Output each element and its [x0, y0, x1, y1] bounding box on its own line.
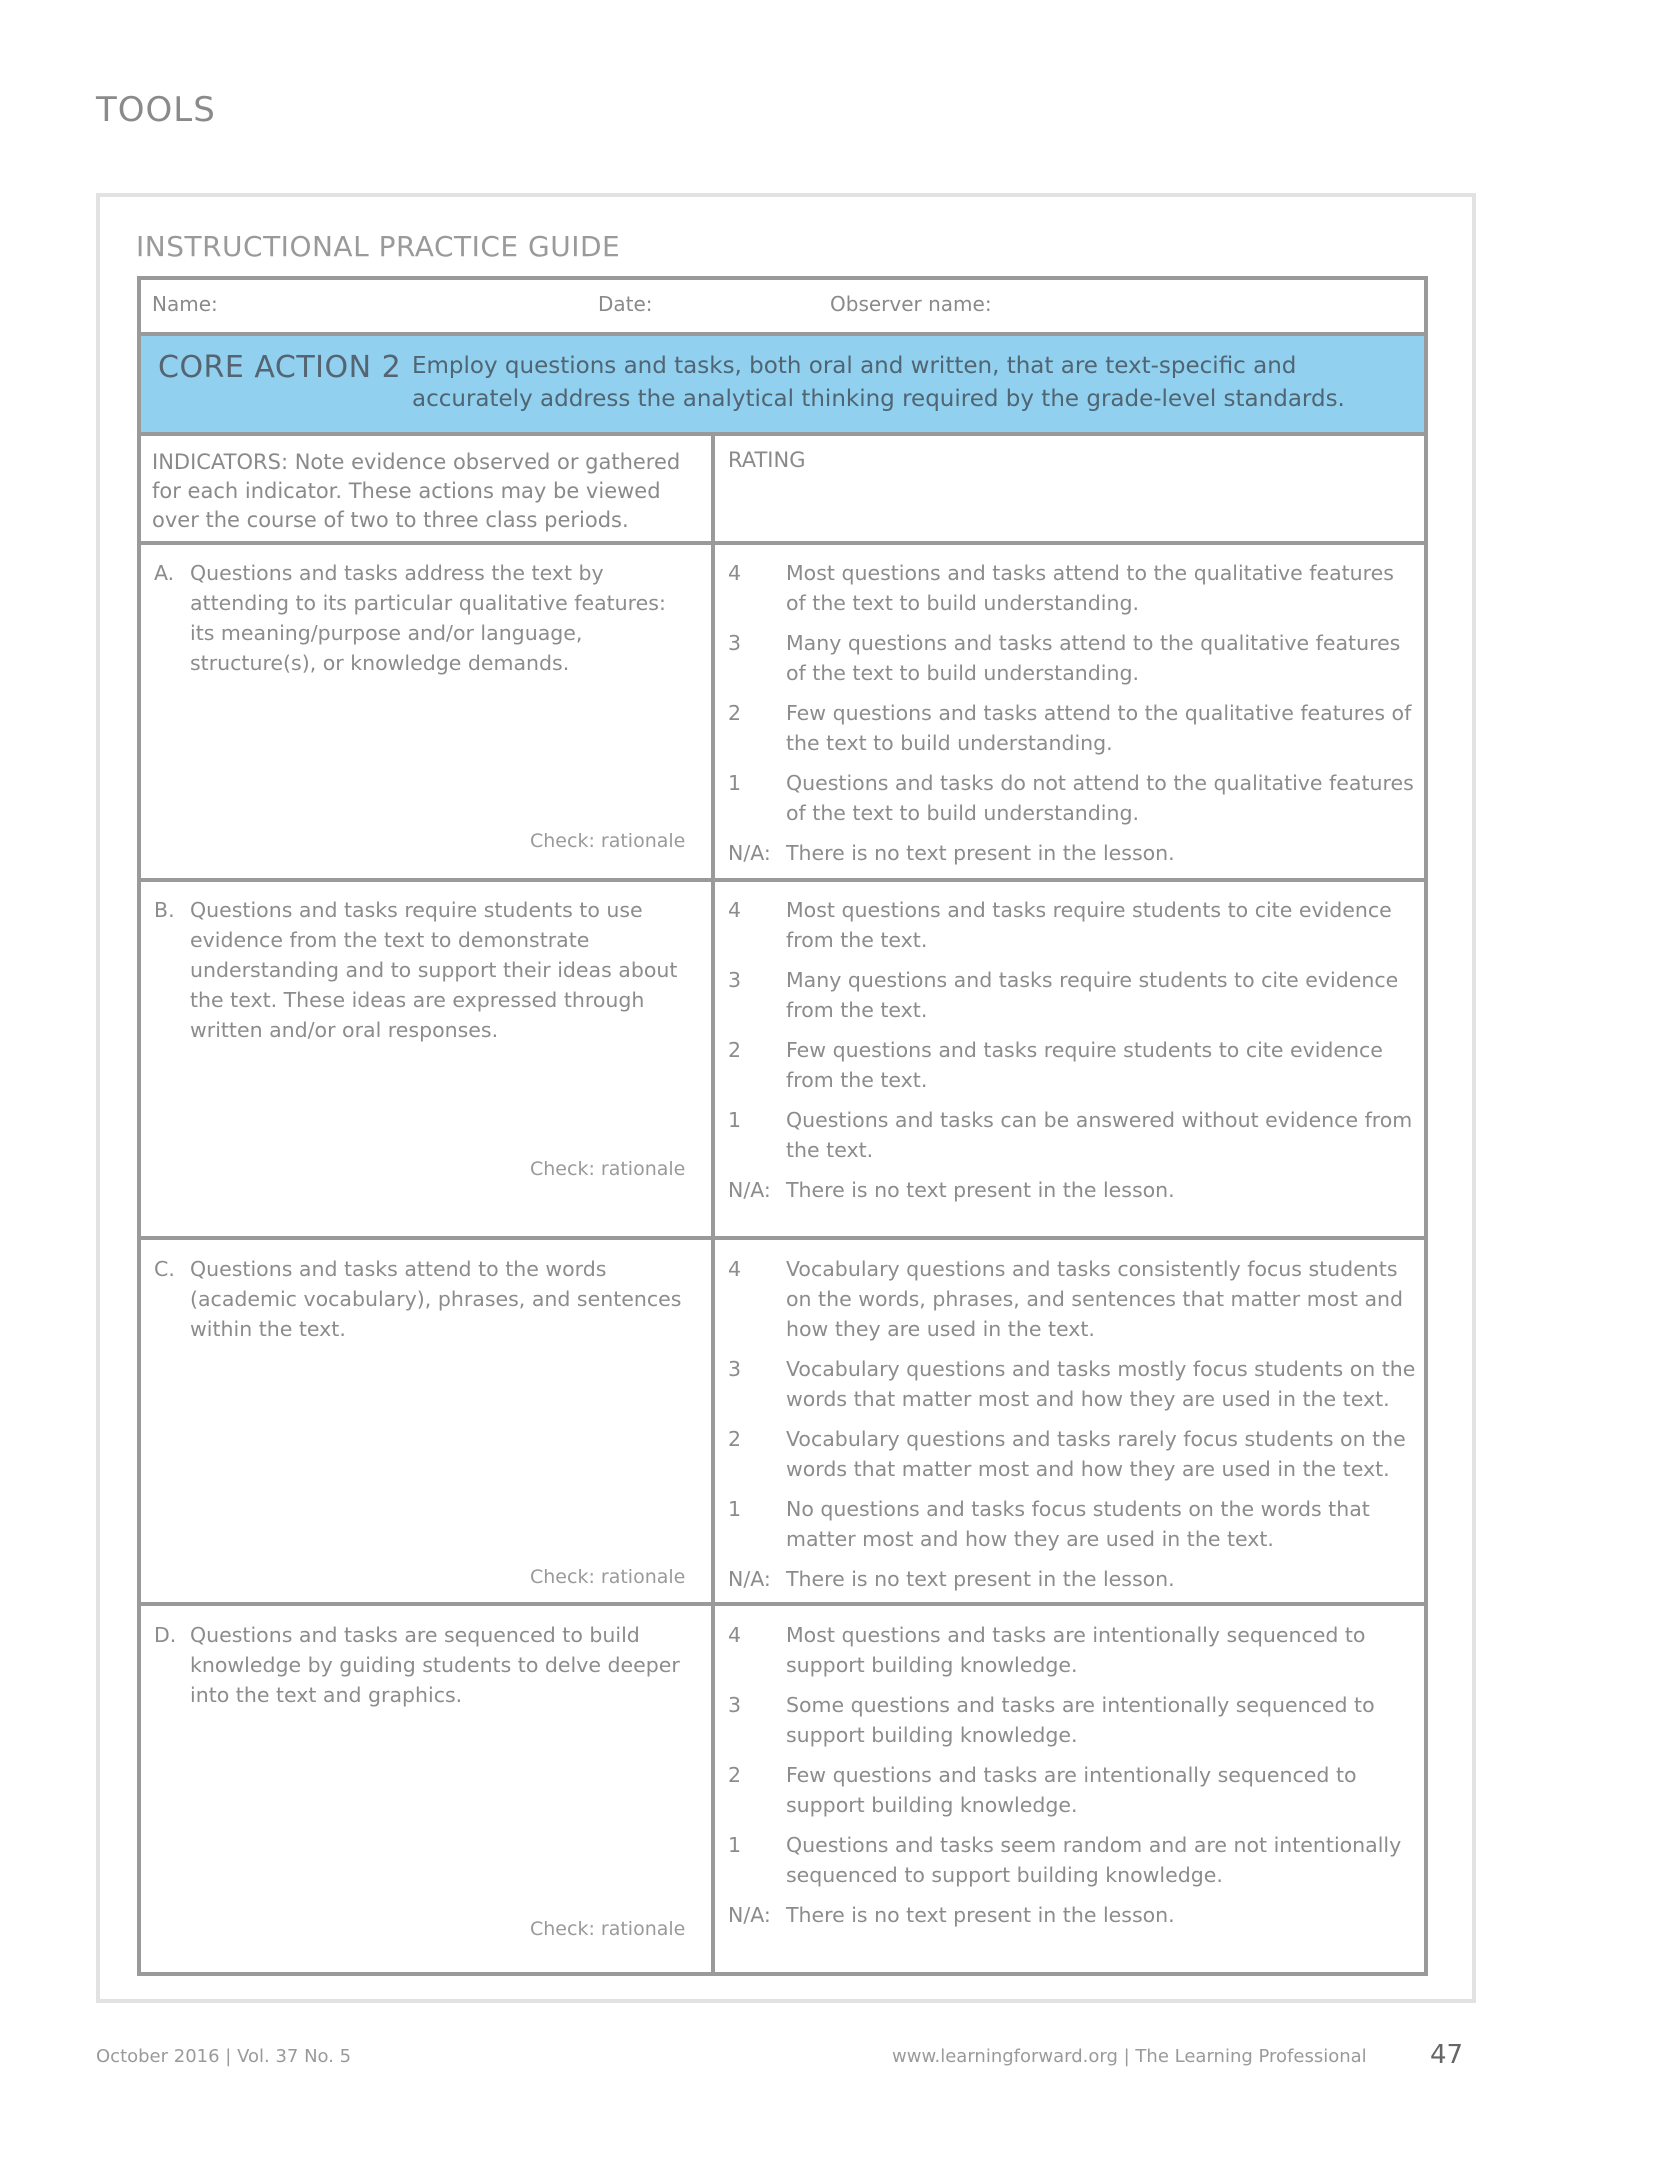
- rating-item: 2 Few questions and tasks require students to cite evidence from the text.: [728, 1038, 1383, 1092]
- divider: [137, 332, 1428, 336]
- check-rationale: Check: rationale: [530, 1158, 686, 1180]
- rating-item: 1 Questions and tasks can be answered without evidence from the text.: [728, 1108, 1413, 1162]
- rating-list-b: [728, 895, 1418, 1215]
- check-rationale: Check: rationale: [530, 1566, 686, 1588]
- divider: [137, 878, 1428, 882]
- divider: [137, 541, 1428, 545]
- indicator-b: B. Questions and tasks require students to use evidence from the text to demonstrate understanding and to support their ideas about the text. These ideas are expressed through written and/or oral responses.: [154, 898, 678, 1042]
- rating-item: 4 Vocabulary questions and tasks consistently focus students on the words, phrases, and sentences that matter most and how they are used in the text.: [728, 1257, 1404, 1341]
- divider: [137, 432, 1428, 436]
- rating-item: 2 Vocabulary questions and tasks rarely focus students on the words that matter most and how they are used in the text.: [728, 1427, 1406, 1481]
- core-action-description: Employ questions and tasks, both oral and written, that are text-specific and accurately address the analytical thinking required by the grade-level standards.: [412, 353, 1345, 412]
- indicators-header: INDICATORS: Note evidence observed or gathered for each indicator. These actions may be viewed over the course of two to three class periods.: [152, 450, 681, 532]
- date-label: Date:: [598, 292, 653, 316]
- observer-label: Observer name:: [830, 292, 992, 316]
- rating-item: 4 Most questions and tasks are intentionally sequenced to support building knowledge.: [728, 1623, 1366, 1677]
- indicator-d: D. Questions and tasks are sequenced to build knowledge by guiding students to delve deeper into the text and graphics.: [154, 1623, 680, 1707]
- rating-list-a: [728, 558, 1418, 878]
- name-label: Name:: [152, 292, 218, 316]
- rating-header: RATING: [728, 448, 806, 472]
- rating-item: 3 Vocabulary questions and tasks mostly focus students on the words that matter most and how they are used in the text.: [728, 1357, 1416, 1411]
- rating-item: 1 Questions and tasks do not attend to the qualitative features of the text to build understanding.: [728, 771, 1414, 825]
- rating-item: 3 Some questions and tasks are intentionally sequenced to support building knowledge.: [728, 1693, 1375, 1747]
- footer-site: www.learningforward.org | The Learning Professional: [892, 2046, 1367, 2067]
- check-rationale: Check: rationale: [530, 830, 686, 852]
- core-action-title: CORE ACTION 2: [158, 350, 402, 385]
- indicator-c: C. Questions and tasks attend to the words (academic vocabulary), phrases, and sentences within the text.: [154, 1257, 682, 1341]
- guide-title: INSTRUCTIONAL PRACTICE GUIDE: [136, 230, 621, 263]
- rating-item: 4 Most questions and tasks require students to cite evidence from the text.: [728, 898, 1392, 952]
- footer-issue: October 2016 | Vol. 37 No. 5: [96, 2046, 352, 2067]
- indicator-a: A. Questions and tasks address the text by attending to its particular qualitative features: its meaning/purpose and/or language, structure(s), or knowledge demands.: [154, 561, 666, 675]
- rating-list-c: [728, 1254, 1418, 1604]
- check-rationale: Check: rationale: [530, 1918, 686, 1940]
- rating-item: 1 No questions and tasks focus students on the words that matter most and how they are used in the text.: [728, 1497, 1370, 1551]
- page-number: 47: [1430, 2040, 1464, 2070]
- na-item: N/A: There is no text present in the lesson.: [728, 1567, 1175, 1591]
- na-item: N/A: There is no text present in the lesson.: [728, 1903, 1175, 1927]
- rating-item: 3 Many questions and tasks attend to the qualitative features of the text to build understanding.: [728, 631, 1401, 685]
- rating-item: 3 Many questions and tasks require students to cite evidence from the text.: [728, 968, 1399, 1022]
- na-item: N/A: There is no text present in the lesson.: [728, 841, 1175, 865]
- rating-item: 2 Few questions and tasks are intentionally sequenced to support building knowledge.: [728, 1763, 1357, 1817]
- rating-item: 1 Questions and tasks seem random and are not intentionally sequenced to support building knowledge.: [728, 1833, 1402, 1887]
- rating-item: 4 Most questions and tasks attend to the qualitative features of the text to build understanding.: [728, 561, 1394, 615]
- divider: [137, 1236, 1428, 1240]
- section-label: TOOLS: [96, 90, 216, 130]
- na-item: N/A: There is no text present in the lesson.: [728, 1178, 1175, 1202]
- rating-list-d: [728, 1620, 1418, 1940]
- column-divider: [711, 432, 715, 1972]
- rating-item: 2 Few questions and tasks attend to the qualitative features of the text to build understanding.: [728, 701, 1412, 755]
